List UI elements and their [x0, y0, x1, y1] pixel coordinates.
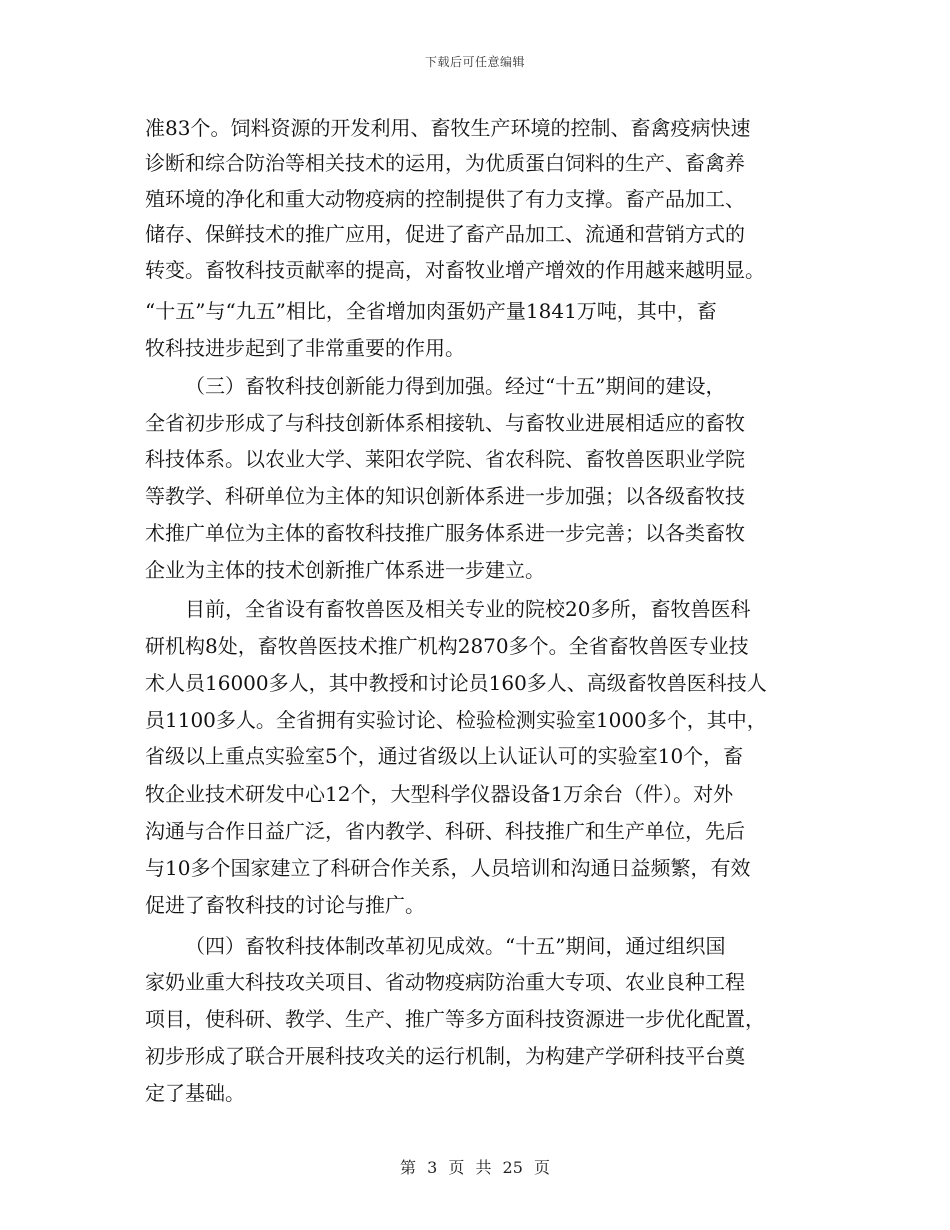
paragraph-3-line-8: 与10多个国家建立了科研合作关系，人员培训和沟通日益频繁，有效	[145, 856, 751, 880]
paragraph-3-line-5: 省级以上重点实验室5个，通过省级以上认证认可的实验室10个，畜	[145, 744, 744, 768]
paragraph-4-line-2: 家奶业重大科技攻关项目、省动物疫病防治重大专项、农业良种工程	[145, 970, 745, 994]
paragraph-4-line-5: 定了基础。	[145, 1081, 245, 1105]
paragraph-3-line-2: 研机构8处，畜牧兽医技术推广机构2870多个。全省畜牧兽医专业技	[145, 634, 749, 658]
paragraph-2-line-6: 企业为主体的技术创新推广体系进一步建立。	[145, 558, 545, 582]
paragraph-1-line-6: “十五”与“九五”相比，全省增加肉蛋奶产量1841万吨，其中，畜	[145, 299, 717, 323]
paragraph-1-line-2: 诊断和综合防治等相关技术的运用，为优质蛋白饲料的生产、畜禽养	[145, 151, 745, 175]
paragraph-2-line-4: 等教学、科研单位为主体的知识创新体系进一步加强；以各级畜牧技	[145, 484, 745, 508]
paragraph-3-line-9: 促进了畜牧科技的讨论与推广。	[145, 893, 425, 917]
page-header: 下载后可任意编辑	[424, 55, 525, 69]
paragraph-4-line-3: 项目，使科研、教学、生产、推广等多方面科技资源进一步优化配置，	[145, 1007, 765, 1031]
paragraph-2-line-1: （三）畜牧科技创新能力得到加强。经过“十五”期间的建设，	[185, 374, 726, 398]
paragraph-4-line-1: （四）畜牧科技体制改革初见成效。“十五”期间，通过组织国	[185, 934, 726, 958]
paragraph-1-line-7: 牧科技进步起到了非常重要的作用。	[145, 336, 465, 360]
paragraph-3-line-3: 术人员16000多人，其中教授和讨论员160多人、高级畜牧兽医科技人	[145, 671, 767, 695]
paragraph-3-line-7: 沟通与合作日益广泛，省内教学、科研、科技推广和生产单位，先后	[145, 819, 745, 843]
paragraph-1-line-1: 准83个。饲料资源的开发利用、畜牧生产环境的控制、畜禽疫病快速	[145, 116, 751, 140]
paragraph-3-line-1: 目前，全省设有畜牧兽医及相关专业的院校20多所，畜牧兽医科	[185, 597, 751, 621]
paragraph-3-line-6: 牧企业技术研发中心12个，大型科学仪器设备1万余台（件）。对外	[145, 782, 734, 806]
paragraph-2-line-3: 科技体系。以农业大学、莱阳农学院、省农科院、畜牧兽医职业学院	[145, 447, 745, 471]
paragraph-2-line-2: 全省初步形成了与科技创新体系相接轨、与畜牧业进展相适应的畜牧	[145, 411, 745, 435]
paragraph-2-line-5: 术推广单位为主体的畜牧科技推广服务体系进一步完善；以各类畜牧	[145, 521, 745, 545]
paragraph-1-line-5: 转变。畜牧科技贡献率的提高，对畜牧业增产增效的作用越来越明显。	[145, 258, 765, 282]
paragraph-3-line-4: 员1100多人。全省拥有实验讨论、检验检测实验室1000多个，其中，	[145, 708, 767, 732]
paragraph-1-line-4: 储存、保鲜技术的推广应用，促进了畜产品加工、流通和营销方式的	[145, 222, 745, 246]
paragraph-1-line-3: 殖环境的净化和重大动物疫病的控制提供了有力支撑。畜产品加工、	[145, 187, 745, 211]
paragraph-4-line-4: 初步形成了联合开展科技攻关的运行机制，为构建产学研科技平台奠	[145, 1044, 745, 1068]
page-number-footer: 第 3 页 共 25 页	[400, 1158, 550, 1177]
